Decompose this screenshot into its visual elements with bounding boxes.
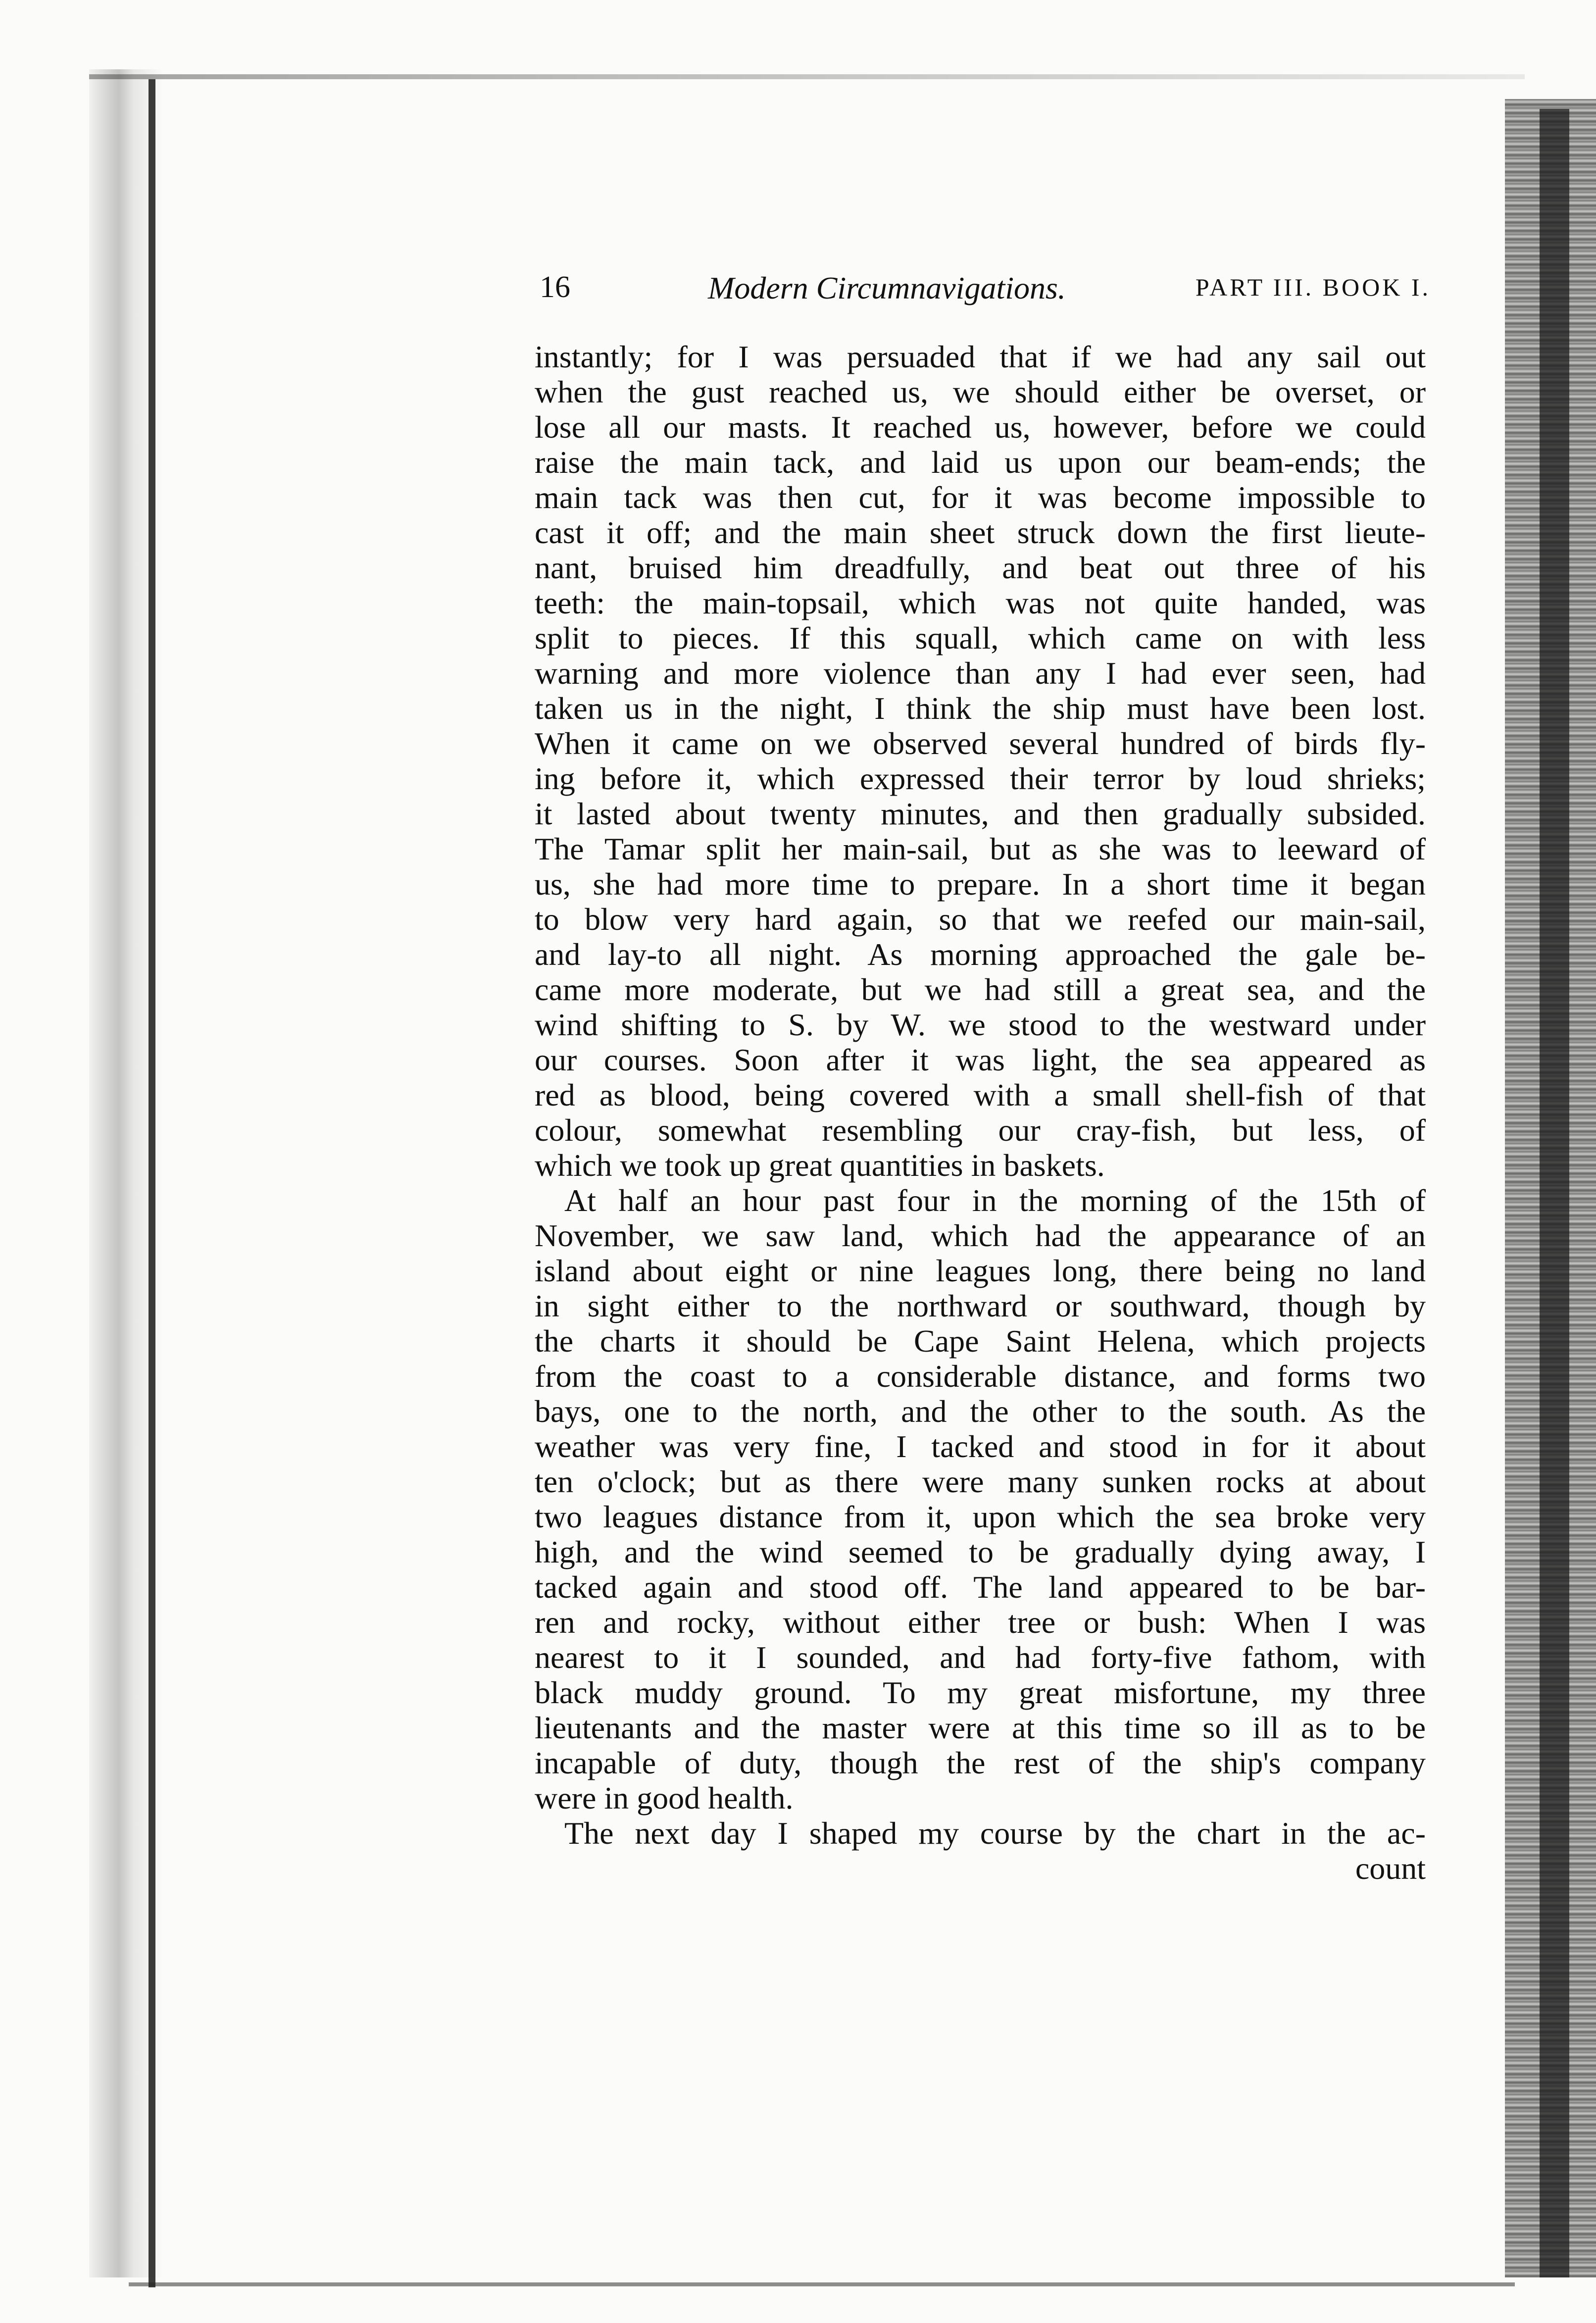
text-line: it lasted about twenty minutes, and then gradually subsided. bbox=[535, 796, 1426, 831]
part-book-label: PART III. BOOK I. bbox=[1195, 273, 1431, 301]
text-line: the charts it should be Cape Saint Helena, which projects bbox=[535, 1323, 1426, 1359]
text-line: ren and rocky, without either tree or bush: When I was bbox=[535, 1605, 1426, 1640]
text-line: At half an hour past four in the morning of the 15th of bbox=[564, 1183, 1426, 1218]
text-line: which we took up great quantities in baskets. bbox=[535, 1148, 1105, 1183]
text-line: The Tamar split her main-sail, but as she was to leeward of bbox=[535, 831, 1426, 866]
page-number: 16 bbox=[540, 270, 570, 304]
binding-edge-line bbox=[149, 79, 155, 2287]
text-line: main tack was then cut, for it was become impossible to bbox=[535, 480, 1426, 515]
text-line: The next day I shaped my course by the chart in the ac- bbox=[564, 1816, 1426, 1851]
text-line: came more moderate, but we had still a great sea, and the bbox=[535, 972, 1426, 1007]
text-line: cast it off; and the main sheet struck down the first lieute- bbox=[535, 515, 1426, 550]
catchword: count bbox=[1355, 1851, 1426, 1886]
text-line: island about eight or nine leagues long, there being no land bbox=[535, 1253, 1426, 1288]
text-line: ten o'clock; but as there were many sunken rocks at about bbox=[535, 1464, 1426, 1499]
text-line: lose all our masts. It reached us, however, before we could bbox=[535, 409, 1426, 445]
body-text bbox=[535, 339, 1426, 1886]
text-line: taken us in the night, I think the ship must have been lost. bbox=[535, 691, 1426, 726]
text-line: teeth: the main-topsail, which was not quite handed, was bbox=[535, 585, 1426, 620]
text-line: to blow very hard again, so that we reefed our main-sail, bbox=[535, 902, 1426, 937]
text-line: instantly; for I was persuaded that if we had any sail out bbox=[535, 339, 1426, 374]
text-line: When it came on we observed several hundred of birds fly- bbox=[535, 726, 1426, 761]
page-top-edge bbox=[89, 74, 1525, 79]
text-line: tacked again and stood off. The land appeared to be bar- bbox=[535, 1569, 1426, 1605]
text-line: raise the main tack, and laid us upon our beam-ends; the bbox=[535, 445, 1426, 480]
text-line: ing before it, which expressed their terror by loud shrieks; bbox=[535, 761, 1426, 796]
text-line: in sight either to the northward or southward, though by bbox=[535, 1288, 1426, 1323]
page-bottom-edge bbox=[129, 2282, 1515, 2286]
text-line: two leagues distance from it, upon which the sea broke very bbox=[535, 1499, 1426, 1534]
text-line: nearest to it I sounded, and had forty-five fathom, with bbox=[535, 1640, 1426, 1675]
text-line: split to pieces. If this squall, which came on with less bbox=[535, 620, 1426, 656]
text-line: lieutenants and the master were at this time so ill as to be bbox=[535, 1710, 1426, 1745]
text-line: weather was very fine, I tacked and stood in for it about bbox=[535, 1429, 1426, 1464]
text-line: from the coast to a considerable distance, and forms two bbox=[535, 1359, 1426, 1394]
scan-right-shadow bbox=[1540, 109, 1569, 2277]
text-line: were in good health. bbox=[535, 1780, 794, 1816]
text-line: November, we saw land, which had the appearance of an bbox=[535, 1218, 1426, 1253]
text-line: wind shifting to S. by W. we stood to the westward under bbox=[535, 1007, 1426, 1042]
text-line: and lay-to all night. As morning approached the gale be- bbox=[535, 937, 1426, 972]
text-line: us, she had more time to prepare. In a short time it began bbox=[535, 866, 1426, 902]
text-line: nant, bruised him dreadfully, and beat out three of his bbox=[535, 550, 1426, 585]
text-line: black muddy ground. To my great misfortune, my three bbox=[535, 1675, 1426, 1710]
text-line: bays, one to the north, and the other to the south. As the bbox=[535, 1394, 1426, 1429]
text-line: red as blood, being covered with a small shell-fish of that bbox=[535, 1077, 1426, 1112]
text-line: when the gust reached us, we should either be overset, or bbox=[535, 374, 1426, 409]
text-line: high, and the wind seemed to be gradually dying away, I bbox=[535, 1534, 1426, 1569]
running-header bbox=[540, 270, 1431, 309]
text-line: our courses. Soon after it was light, the sea appeared as bbox=[535, 1042, 1426, 1077]
text-line: colour, somewhat resembling our cray-fish, but less, of bbox=[535, 1112, 1426, 1148]
text-line: warning and more violence than any I had ever seen, had bbox=[535, 656, 1426, 691]
running-title: Modern Circumnavigations. bbox=[708, 270, 1066, 305]
text-line: incapable of duty, though the rest of the ship's company bbox=[535, 1745, 1426, 1780]
